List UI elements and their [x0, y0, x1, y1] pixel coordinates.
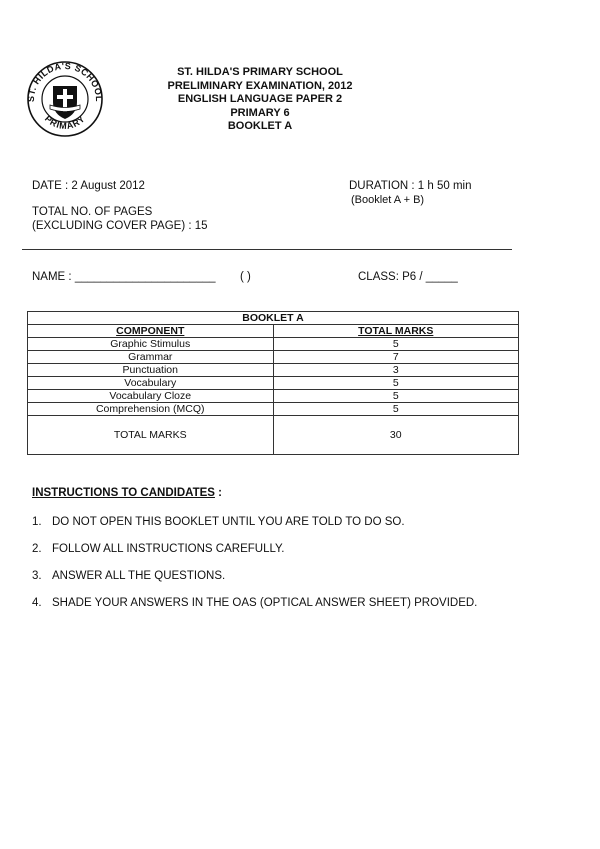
- instructions-title: INSTRUCTIONS TO CANDIDATES: [32, 487, 215, 499]
- duration-note: (Booklet A + B): [351, 194, 425, 206]
- instruction-text: DO NOT OPEN THIS BOOKLET UNTIL YOU ARE TOLD TO DO SO.: [52, 516, 405, 528]
- column-header-total-marks: TOTAL MARKS: [273, 325, 519, 338]
- table-row: [28, 377, 519, 390]
- marks-table: [27, 311, 519, 455]
- total-marks-label: TOTAL MARKS: [28, 416, 274, 455]
- marks-cell: 5: [273, 338, 519, 351]
- column-header-component: COMPONENT: [28, 325, 274, 338]
- crest-ring-text-bottom: PRIMARY: [42, 113, 88, 132]
- instruction-item: [32, 570, 225, 582]
- table-row: [28, 351, 519, 364]
- component-cell: Grammar: [28, 351, 274, 364]
- total-marks-value: 30: [273, 416, 519, 455]
- name-blank[interactable]: ______________________: [74, 271, 216, 283]
- component-cell: Comprehension (MCQ): [28, 403, 274, 416]
- table-row: [28, 403, 519, 416]
- instructions-heading: [32, 487, 222, 499]
- total-row: [28, 416, 519, 455]
- instructions-title-colon: :: [214, 487, 222, 499]
- marks-cell: 5: [273, 390, 519, 403]
- table-row: [28, 390, 519, 403]
- level-title: PRIMARY 6: [230, 106, 290, 119]
- instruction-number: 1.: [32, 516, 42, 528]
- component-cell: Punctuation: [28, 364, 274, 377]
- name-label: NAME :: [32, 271, 75, 283]
- class-field[interactable]: [358, 271, 458, 285]
- component-cell: Vocabulary Cloze: [28, 390, 274, 403]
- index-number-field[interactable]: ( ): [240, 271, 251, 283]
- exam-date: DATE : 2 August 2012: [32, 180, 145, 192]
- paper-title: ENGLISH LANGUAGE PAPER 2: [177, 93, 343, 105]
- table-title: BOOKLET A: [28, 312, 519, 325]
- instruction-text: ANSWER ALL THE QUESTIONS.: [52, 570, 226, 582]
- divider-line: [22, 249, 512, 250]
- booklet-title: BOOKLET A: [227, 120, 293, 132]
- instruction-number: 4.: [32, 597, 42, 609]
- instruction-item: [32, 516, 405, 528]
- table-header-row: [28, 325, 519, 338]
- school-name: ST. HILDA'S PRIMARY SCHOOL: [177, 66, 343, 78]
- total-pages-label: TOTAL NO. OF PAGES: [32, 206, 153, 218]
- instruction-item: [32, 543, 284, 555]
- marks-cell: 3: [273, 364, 519, 377]
- exam-header: [140, 66, 380, 134]
- table-row: [28, 364, 519, 377]
- instruction-text: FOLLOW ALL INSTRUCTIONS CAREFULLY.: [52, 543, 285, 555]
- table-row: [28, 338, 519, 351]
- exam-duration: DURATION : 1 h 50 min: [349, 180, 472, 192]
- crest-ring-text-top: ST. HILDA'S SCHOOL: [25, 60, 105, 103]
- component-cell: Vocabulary: [28, 377, 274, 390]
- total-pages-value: (EXCLUDING COVER PAGE) : 15: [32, 220, 208, 232]
- name-field[interactable]: [32, 271, 216, 285]
- exam-title: PRELIMINARY EXAMINATION, 2012: [167, 79, 353, 92]
- marks-cell: 5: [273, 403, 519, 416]
- marks-cell: 7: [273, 351, 519, 364]
- school-crest-logo: [22, 60, 108, 138]
- class-label: CLASS: P6 /: [358, 271, 423, 283]
- instruction-item: [32, 597, 477, 609]
- component-cell: Graphic Stimulus: [28, 338, 274, 351]
- marks-cell: 5: [273, 377, 519, 390]
- class-blank[interactable]: _____: [425, 271, 458, 283]
- instruction-number: 2.: [32, 543, 42, 555]
- instruction-number: 3.: [32, 570, 42, 582]
- instruction-text: SHADE YOUR ANSWERS IN THE OAS (OPTICAL ANSWER SHEET) PROVIDED.: [52, 597, 478, 609]
- table-title-row: [28, 312, 519, 325]
